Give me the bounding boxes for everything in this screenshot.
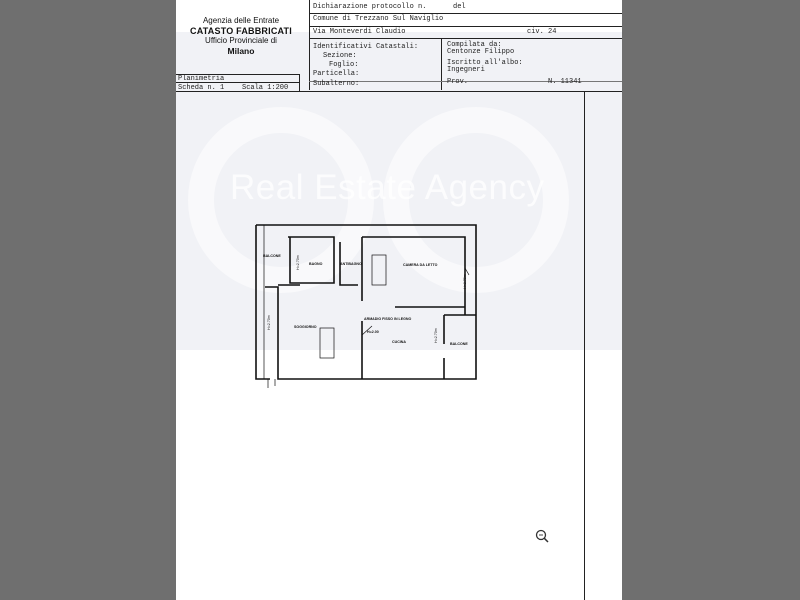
albo-value: Ingegneri	[447, 66, 485, 74]
height-bagno: H=2.70m	[296, 255, 300, 270]
room-label-antibagno: ANTIBAGNO	[340, 262, 362, 266]
comune-value: Comune di Trezzano Sul Naviglio	[313, 15, 444, 23]
compilatore-value: Centonze Filippo	[447, 48, 515, 56]
watermark-text: Real Estate Agency	[230, 168, 545, 207]
room-label-balcone: BALCONE	[263, 254, 281, 258]
compilata-label: Compilata da:	[447, 41, 502, 49]
prov-label: Prov.	[447, 78, 469, 86]
room-label-camera: CAMERA DA LETTO	[403, 263, 438, 267]
room-label-armadio: ARMADIO FISSO IN LEGNO	[364, 317, 412, 321]
particella-label: Particella:	[313, 70, 360, 78]
sezione-label: Sezione:	[323, 52, 357, 60]
height-soggiorno: H=2.70m	[267, 315, 271, 330]
del-label: del	[453, 3, 466, 11]
iscritto-label: Iscritto all'albo:	[447, 59, 523, 67]
scala-label: Scala 1:200	[242, 84, 289, 92]
room-label-soggiorno: SOGGIORNO	[294, 325, 317, 329]
civico-value: civ. 24	[527, 28, 557, 36]
zoom-icon[interactable]	[535, 529, 549, 543]
room-label-bagno: BAGNO	[309, 262, 323, 266]
catasto-title: CATASTO FABBRICATI	[190, 26, 292, 36]
address-value: Via Monteverdi Claudio	[313, 28, 406, 36]
height-cucina: H=2.70m	[434, 328, 438, 343]
room-label-cucina: CUCINA	[392, 340, 406, 344]
planimetria-label: Planimetria	[178, 75, 225, 83]
subalterno-label: Subalterno:	[313, 80, 360, 88]
foglio-label: Foglio:	[329, 61, 359, 69]
room-label-balcone-2: BALCONE	[450, 342, 468, 346]
ufficio-label: Ufficio Provinciale di	[205, 36, 277, 45]
room-label-armadio-sub: H=2.00	[367, 330, 379, 334]
dichiarazione-label: Dichiarazione protocollo n.	[313, 3, 427, 11]
identificativi-label: Identificativi Catastali:	[313, 43, 419, 51]
numero-value: N. 11341	[548, 78, 582, 86]
height-camera: H=2.70m	[463, 274, 467, 289]
agency-name: Agenzia delle Entrate	[202, 16, 280, 25]
province-name: Milano	[227, 46, 255, 56]
scheda-label: Scheda n. 1	[178, 84, 225, 92]
